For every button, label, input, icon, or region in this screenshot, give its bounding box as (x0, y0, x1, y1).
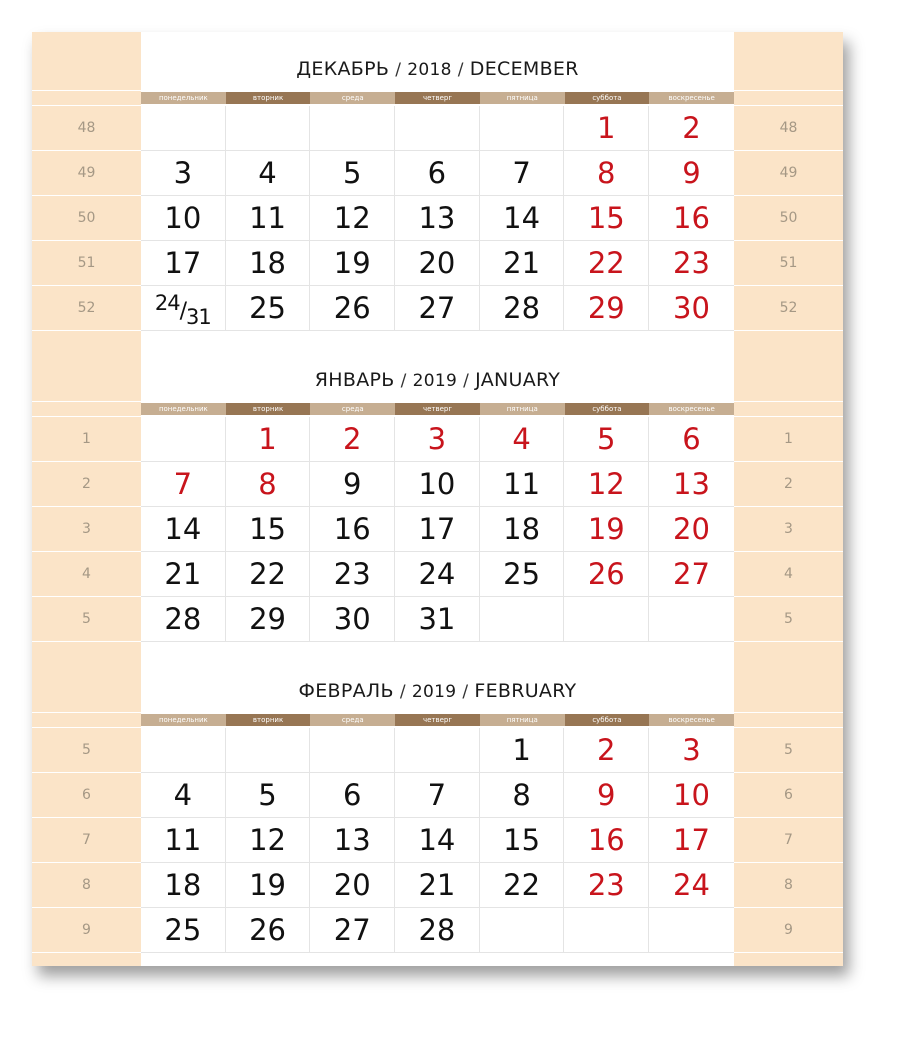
day-cell: 22 (564, 241, 649, 285)
week-number-left: 2 (82, 476, 91, 492)
weekday-label: четверг (395, 92, 480, 104)
title-separator: / (400, 371, 407, 391)
day-cell: 8 (564, 151, 649, 195)
week-number-right: 6 (784, 787, 793, 803)
day-cell: 7 (480, 151, 565, 195)
day-cell: 11 (226, 196, 311, 240)
day-cell: 26 (310, 286, 395, 330)
week-row (141, 728, 734, 773)
week-number-left: 1 (82, 431, 91, 447)
day-cell: 19 (226, 863, 311, 907)
month-name-en: DECEMBER (469, 58, 579, 80)
date-grid (141, 106, 734, 331)
day-cell: 13 (310, 818, 395, 862)
day-cell: 10 (673, 778, 710, 812)
empty-day-cell (226, 106, 311, 150)
day-cell: 29 (226, 597, 311, 641)
day-cell: 3 (141, 151, 226, 195)
week-row (141, 106, 734, 151)
week-number-left: 7 (82, 832, 91, 848)
weekday-label: понедельник (141, 403, 226, 415)
week-number-right: 7 (784, 832, 793, 848)
title-separator: / (395, 60, 402, 80)
month-title (141, 58, 734, 86)
week-number-left: 5 (82, 742, 91, 758)
day-cell (141, 286, 226, 330)
week-row (141, 597, 734, 642)
weekday-label: суббота (565, 92, 650, 104)
day-cell: 26 (226, 908, 311, 952)
day-cell: 23 (673, 246, 710, 280)
weekday-label: среда (310, 92, 395, 104)
day-cell: 19 (310, 241, 395, 285)
day-cell: 2 (310, 417, 395, 461)
day-cell: 1 (226, 417, 311, 461)
day-cell: 22 (480, 863, 565, 907)
day-cell: 15 (564, 196, 649, 240)
weekday-label: среда (310, 714, 395, 726)
day-cell: 10 (395, 462, 480, 506)
day-cell: 20 (310, 863, 395, 907)
date-grid (141, 417, 734, 642)
month-block (32, 654, 843, 952)
week-number-right: 50 (779, 210, 798, 226)
day-cell: 1 (564, 106, 649, 150)
day-cell: 9 (682, 156, 701, 190)
week-number-left: 8 (82, 877, 91, 893)
day-cell: 22 (226, 552, 311, 596)
day-cell: 10 (141, 196, 226, 240)
week-number-left: 5 (82, 611, 91, 627)
weekday-label: пятница (480, 714, 565, 726)
day-cell: 11 (480, 462, 565, 506)
day-cell: 11 (141, 818, 226, 862)
day-cell: 24 (395, 552, 480, 596)
weekday-label: воскресенье (649, 92, 734, 104)
day-cell: 18 (141, 863, 226, 907)
day-cell: 21 (395, 863, 480, 907)
month-year: 2019 (411, 682, 457, 702)
week-number-right: 51 (779, 255, 798, 271)
week-row (141, 151, 734, 196)
weekday-label: понедельник (141, 714, 226, 726)
weekday-label: воскресенье (649, 403, 734, 415)
day-cell: 23 (564, 863, 649, 907)
day-cell: 4 (226, 151, 311, 195)
title-separator: / (463, 371, 470, 391)
empty-day-cell (141, 417, 226, 461)
day-cell: 24 (673, 868, 710, 902)
day-cell: 16 (673, 201, 710, 235)
day-cell: 6 (395, 151, 480, 195)
weekday-label: вторник (226, 92, 311, 104)
day-cell: 13 (395, 196, 480, 240)
empty-day-cell (649, 908, 734, 952)
week-row (141, 286, 734, 331)
day-cell: 30 (310, 597, 395, 641)
weekday-label: вторник (226, 714, 311, 726)
weekday-label: суббота (565, 714, 650, 726)
day-cell: 14 (480, 196, 565, 240)
day-cell: 12 (564, 462, 649, 506)
weekday-label: четверг (395, 714, 480, 726)
week-row (141, 507, 734, 552)
day-cell: 9 (310, 462, 395, 506)
weekday-label: воскресенье (649, 714, 734, 726)
day-cell: 13 (673, 467, 710, 501)
empty-day-cell (480, 908, 565, 952)
day-cell: 31 (395, 597, 480, 641)
day-cell: 4 (141, 773, 226, 817)
week-row (141, 863, 734, 908)
empty-day-cell (226, 728, 311, 772)
week-number-right: 49 (779, 165, 798, 181)
empty-day-cell (564, 908, 649, 952)
day-cell: 23 (310, 552, 395, 596)
week-number-left: 9 (82, 922, 91, 938)
weekday-header (141, 714, 734, 726)
day-cell: 20 (395, 241, 480, 285)
day-cell: 15 (226, 507, 311, 551)
empty-day-cell (649, 597, 734, 641)
week-row (141, 908, 734, 953)
weekday-label: вторник (226, 403, 311, 415)
day-cell: 2 (564, 728, 649, 772)
empty-day-cell (141, 728, 226, 772)
week-row (141, 818, 734, 863)
day-cell: 25 (226, 286, 311, 330)
day-cell: 16 (564, 818, 649, 862)
month-year: 2018 (407, 60, 452, 80)
day-cell: 5 (226, 773, 311, 817)
month-name-ru: ДЕКАБРЬ (296, 58, 390, 80)
row-divider (32, 712, 843, 713)
day-cell: 15 (480, 818, 565, 862)
day-cell: 4 (480, 417, 565, 461)
week-number-left: 3 (82, 521, 91, 537)
week-number-left: 48 (77, 120, 96, 136)
week-number-right: 5 (784, 742, 793, 758)
day-cell: 29 (564, 286, 649, 330)
week-number-left: 6 (82, 787, 91, 803)
day-cell: 12 (226, 818, 311, 862)
day-cell: 1 (480, 728, 565, 772)
day-cell: 25 (141, 908, 226, 952)
day-cell: 26 (564, 552, 649, 596)
day-cell: 14 (141, 507, 226, 551)
empty-day-cell (310, 106, 395, 150)
day-cell: 9 (564, 773, 649, 817)
day-cell: 28 (480, 286, 565, 330)
title-separator: / (399, 682, 406, 702)
calendar-sheet (32, 32, 843, 966)
empty-day-cell (310, 728, 395, 772)
day-cell: 12 (310, 196, 395, 240)
month-name-ru: ФЕВРАЛЬ (298, 680, 394, 702)
date-grid (141, 728, 734, 953)
day-cell: 30 (673, 291, 710, 325)
weekday-label: суббота (565, 403, 650, 415)
day-cell: 7 (141, 462, 226, 506)
day-cell: 28 (141, 597, 226, 641)
week-number-left: 51 (77, 255, 96, 271)
title-separator: / (457, 60, 464, 80)
day-cell: 18 (480, 507, 565, 551)
month-block (32, 343, 843, 641)
empty-day-cell (480, 597, 565, 641)
month-title (141, 369, 734, 397)
day-cell: 8 (226, 462, 311, 506)
day-cell: 19 (564, 507, 649, 551)
empty-day-cell (564, 597, 649, 641)
day-cell: 6 (682, 422, 701, 456)
day-cell: 14 (395, 818, 480, 862)
day-cell: 3 (682, 733, 701, 767)
weekday-label: понедельник (141, 92, 226, 104)
week-number-right: 4 (784, 566, 793, 582)
day-cell: 27 (310, 908, 395, 952)
empty-day-cell (480, 106, 565, 150)
day-cell: 16 (310, 507, 395, 551)
week-number-right: 1 (784, 431, 793, 447)
split-date: 24/31 (154, 291, 211, 329)
day-cell: 5 (310, 151, 395, 195)
week-number-left: 52 (77, 300, 96, 316)
week-row (141, 773, 734, 818)
day-cell: 3 (395, 417, 480, 461)
day-cell: 7 (395, 773, 480, 817)
weekday-label: пятница (480, 92, 565, 104)
week-row (141, 462, 734, 507)
day-cell: 6 (310, 773, 395, 817)
week-row (141, 241, 734, 286)
week-row (141, 417, 734, 462)
weekday-label: среда (310, 403, 395, 415)
weekday-header (141, 403, 734, 415)
row-divider (32, 401, 843, 402)
row-divider (32, 90, 843, 91)
month-name-en: JANUARY (475, 369, 561, 391)
month-title (141, 680, 734, 708)
day-cell: 28 (395, 908, 480, 952)
day-cell: 21 (141, 552, 226, 596)
week-row (141, 196, 734, 241)
day-cell: 27 (395, 286, 480, 330)
empty-day-cell (141, 106, 226, 150)
week-number-right: 52 (779, 300, 798, 316)
week-number-left: 4 (82, 566, 91, 582)
day-cell: 25 (480, 552, 565, 596)
title-separator: / (462, 682, 469, 702)
week-number-right: 3 (784, 521, 793, 537)
month-name-ru: ЯНВАРЬ (314, 369, 395, 391)
weekday-label: четверг (395, 403, 480, 415)
weekday-header (141, 92, 734, 104)
day-cell: 18 (226, 241, 311, 285)
day-cell: 8 (480, 773, 565, 817)
week-number-right: 48 (779, 120, 798, 136)
week-row (141, 552, 734, 597)
week-number-right: 2 (784, 476, 793, 492)
month-name-en: FEBRUARY (474, 680, 577, 702)
day-cell: 2 (682, 111, 701, 145)
day-cell: 17 (673, 823, 710, 857)
week-number-left: 49 (77, 165, 96, 181)
week-number-left: 50 (77, 210, 96, 226)
day-cell: 21 (480, 241, 565, 285)
month-year: 2019 (412, 371, 458, 391)
week-number-right: 9 (784, 922, 793, 938)
day-cell: 5 (564, 417, 649, 461)
week-number-right: 8 (784, 877, 793, 893)
month-block (32, 32, 843, 330)
day-cell: 17 (141, 241, 226, 285)
day-cell: 27 (673, 557, 710, 591)
day-cell: 17 (395, 507, 480, 551)
weekday-label: пятница (480, 403, 565, 415)
empty-day-cell (395, 728, 480, 772)
day-cell: 20 (673, 512, 710, 546)
week-number-right: 5 (784, 611, 793, 627)
empty-day-cell (395, 106, 480, 150)
